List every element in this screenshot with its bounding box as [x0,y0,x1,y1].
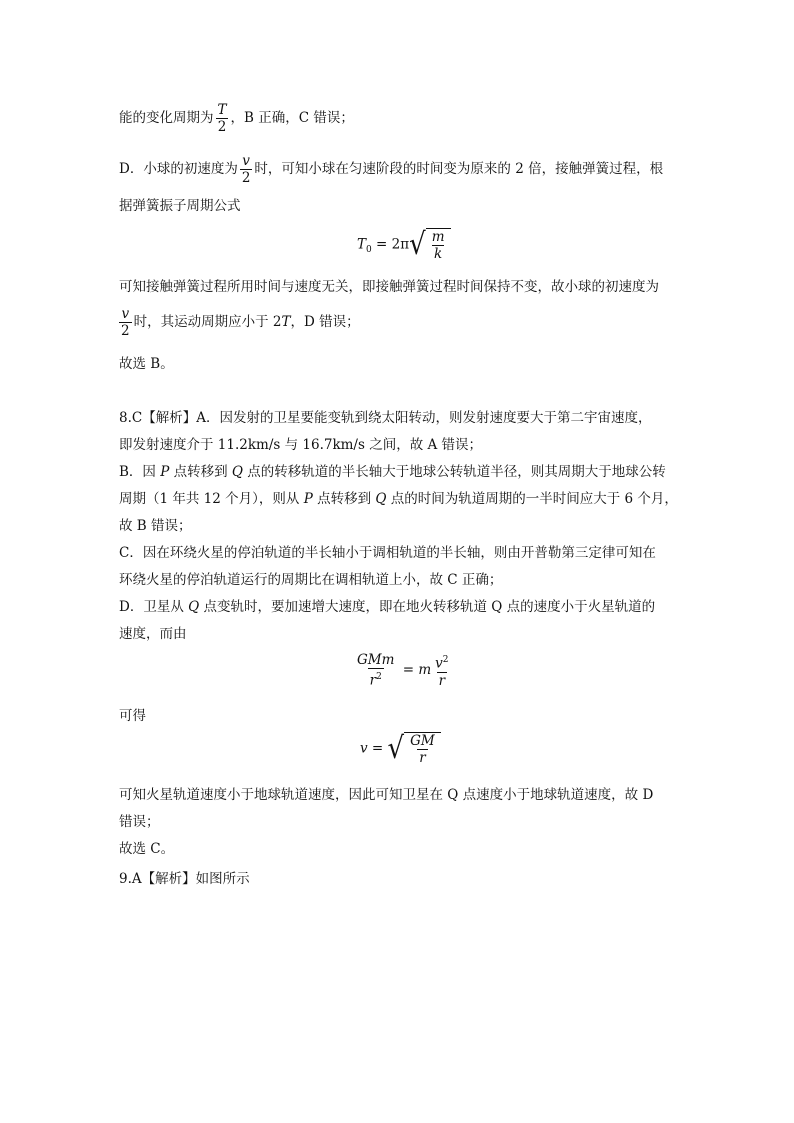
eq-text: = m [398,661,432,678]
fraction-numerator [433,652,450,672]
q8-line-10: 可得 [119,708,146,724]
paragraph-line-3: 据弹簧振子周期公式 [119,198,241,214]
text: 点的转移轨道的半长轴大于地球公转轨道半径，则其周期大于地球公转 [242,464,666,480]
q8-line-11: 可知火星轨道速度小于地球轨道速度，因此可知卫星在 Q 点速度小于地球轨道速度，故 D [119,787,654,803]
paragraph-line-4: 可知接触弹簧过程所用时间与速度无关，即接触弹簧过程时间保持不变，故小球的初速度为 [119,279,659,295]
fraction-numerator: GM [410,733,435,749]
fraction-t-over-2 [216,102,229,135]
eq-symbol: P [303,491,313,507]
q8-line-9: 速度，而由 [119,626,187,642]
eq-symbol: Q [231,464,243,480]
text: 点转移到 [312,491,376,507]
fraction-v-over-2 [240,153,253,186]
text: D．卫星从 [119,599,189,615]
text: 时，可知小球在匀速阶段的时间变为原来的 2 倍，接触弹簧过程，根 [254,161,664,177]
text: 点的时间为轨道周期的一半时间应大于 6 个月， [386,491,678,507]
text: ，D 错误； [290,314,360,330]
q8-line-7: 环绕火星的停泊轨道运行的周期比在调相轨道上小，故 C 正确； [119,572,503,588]
radical-sign: √ [387,731,405,767]
q8-line-6: C．因在环绕火星的停泊轨道的半长轴小于调相轨道的半长轴，则由开普勒第三定律可知在 [119,545,656,561]
eq-symbol: T [281,314,291,330]
eq-symbol: v [360,740,368,757]
eq-superscript: 2 [376,672,382,682]
q8-line-3 [119,462,666,482]
fraction-denominator: 2 [121,323,130,339]
text: 时，其运动周期应小于 2 [133,314,282,330]
q8-line-5: 故 B 错误； [119,518,192,534]
q8-line-12: 错误； [119,814,160,830]
q9-line-1: 9.A【解析】如图所示 [119,871,250,887]
eq-superscript: 2 [442,655,449,665]
text: B．因 [119,464,161,480]
eq-subscript: 0 [366,245,372,256]
eq-symbol: Q [375,491,387,507]
fraction-m-over-k [430,229,447,262]
q8-line-1: 8.C【解析】A．因发射的卫星要能变轨到绕太阳转动，则发射速度要大于第二宇宙速度， [119,410,652,426]
equation-gravity-centripetal [353,652,453,689]
text: D．小球的初速度为 [119,161,238,177]
q8-line-2: 即发射速度介于 11.2km/s 与 16.7km/s 之间，故 A 错误； [119,437,483,453]
paragraph-line-5 [119,306,360,339]
equation-orbital-velocity [360,732,441,766]
fraction-denominator: k [434,246,443,262]
paragraph-line-1 [119,102,354,135]
sqrt-content [426,228,451,262]
sqrt-symbol [409,228,450,262]
radical-sign: √ [409,227,426,263]
fraction-gmm-over-r2 [355,652,396,689]
eq-symbol: T [357,236,367,253]
q8-line-13: 故选 C。 [119,841,175,857]
fraction-numerator: GMm [357,652,395,668]
eq-symbol: r [369,672,377,689]
q8-line-8 [119,597,655,617]
paragraph-line-6: 故选 B。 [119,356,174,372]
equation-spring-period [357,228,451,262]
eq-text: = [367,740,388,757]
fraction-denominator [368,668,384,689]
eq-symbol: Q [188,599,200,615]
fraction-denominator: r [419,750,426,766]
fraction-v2-over-r [433,652,450,689]
eq-symbol: P [160,464,170,480]
text: 周期（1 年共 12 个月），则从 [119,491,304,507]
sqrt-symbol [388,732,441,766]
text: 点变轨时，要加速增大速度，即在地火转移轨道 Q 点的速度小于火星轨道的 [199,599,656,615]
fraction-numerator: v [121,306,130,322]
eq-text: = 2π [371,236,410,253]
eq-symbol: v [435,655,443,672]
fraction-v-over-2 [119,306,132,339]
fraction-denominator: 2 [217,119,227,135]
text: 能的变化周期为 [119,110,214,126]
fraction-gm-over-r [408,733,437,766]
fraction-numerator: m [431,229,445,245]
fraction-denominator: r [438,672,446,689]
text: 点转移到 [169,464,232,480]
fraction-numerator: T [217,102,227,118]
fraction-numerator: v [242,153,250,169]
paragraph-line-2 [119,153,663,186]
q8-line-4 [119,489,678,509]
sqrt-content [404,732,441,766]
text: ，B 正确，C 错误； [230,110,354,126]
fraction-denominator: 2 [241,170,251,186]
